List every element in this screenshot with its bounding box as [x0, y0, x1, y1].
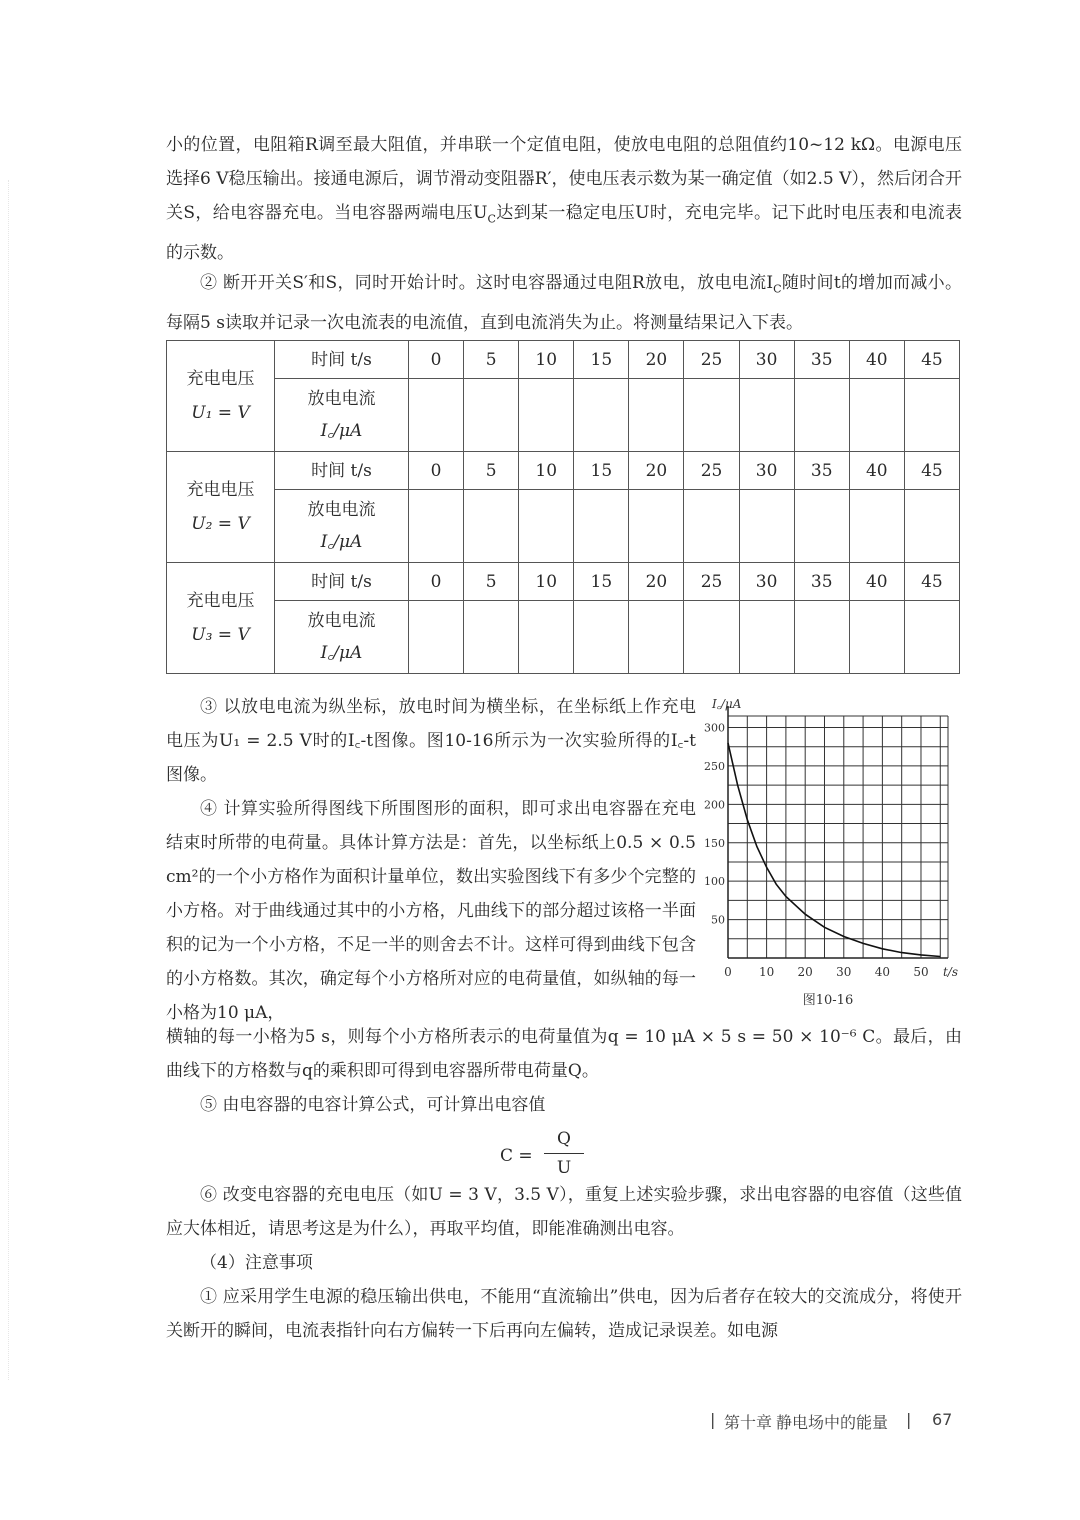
y-tick-label: 50	[711, 913, 725, 927]
time-value-cell: 5	[464, 563, 519, 601]
paragraph-5: ⑤ 由电容器的电容计算公式，可计算出电容值	[200, 1095, 546, 1115]
time-value-cell: 25	[684, 452, 739, 490]
current-value-cell[interactable]	[574, 601, 629, 674]
voltage-label: 充电电压	[186, 480, 255, 500]
voltage-group-cell	[167, 452, 275, 563]
current-value-cell[interactable]	[849, 379, 904, 452]
x-tick-label: 30	[836, 965, 852, 979]
current-value-cell[interactable]	[739, 379, 794, 452]
time-value-cell: 10	[519, 341, 574, 379]
table-row-time	[167, 452, 960, 490]
current-unit: I꜀/μA	[320, 532, 363, 552]
current-value-cell[interactable]	[629, 601, 684, 674]
paragraph-1: 小的位置，电阻箱R调至最大阻值，并串联一个定值电阻，使放电电阻的总阻值约10~12 kΩ。电源电压选择6 V稳压输出。接通电源后，调节滑动变阻器R′，使电压表示数为某一确定值（如2.5 V），然后闭合开关S，给电容器充电。当电容器两端电压$U_C$达到某一稳定电压U时，充电完毕。记下此时电压表和电流表的示数。	[166, 135, 962, 264]
time-value-cell: 5	[464, 341, 519, 379]
measurement-table	[166, 340, 960, 674]
y-tick-label: 150	[704, 836, 725, 850]
time-value-cell: 5	[464, 452, 519, 490]
x-tick-label: 0	[724, 965, 732, 979]
time-value-cell: 0	[409, 341, 464, 379]
time-label-cell: 时间 t/s	[275, 452, 409, 490]
current-value-cell[interactable]	[574, 379, 629, 452]
current-label-cell	[275, 379, 409, 452]
x-axis-label: t/s	[942, 965, 958, 979]
page-footer	[700, 1404, 962, 1438]
footer-chapter: 第十章	[724, 1413, 773, 1432]
current-value-cell[interactable]	[409, 490, 464, 563]
current-value-cell[interactable]	[464, 379, 519, 452]
voltage-variable: U₁ = V	[191, 403, 250, 423]
current-label: 放电电流	[307, 500, 376, 520]
time-value-cell: 25	[684, 563, 739, 601]
voltage-group-cell	[167, 341, 275, 452]
page-number: 67	[932, 1410, 953, 1429]
y-tick-label: 100	[704, 875, 725, 889]
current-value-cell[interactable]	[519, 490, 574, 563]
footer-chapter-title: 静电场中的能量	[776, 1413, 889, 1432]
time-value-cell: 30	[739, 563, 794, 601]
time-value-cell: 30	[739, 341, 794, 379]
current-value-cell[interactable]	[629, 490, 684, 563]
table-row-current	[167, 601, 960, 674]
time-label-cell: 时间 t/s	[275, 341, 409, 379]
x-tick-label: 10	[758, 965, 775, 979]
time-value-cell: 40	[849, 341, 904, 379]
paragraph-2: ② 断开开关S′和S，同时开始计时。这时电容器通过电阻R放电，放电电流$I_C$随时间t的增加而减小。每隔5 s读取并记录一次电流表的电流值，直到电流消失为止。将测量结果记入下表。	[166, 273, 962, 334]
time-value-cell: 0	[409, 452, 464, 490]
current-label-cell	[275, 490, 409, 563]
current-value-cell[interactable]	[849, 601, 904, 674]
x-tick-label: 20	[797, 965, 813, 979]
current-value-cell[interactable]	[794, 490, 849, 563]
paragraph-6: ⑥ 改变电容器的充电电压（如U = 3 V，3.5 V），重复上述实验步骤，求出电容器的电容值（这些值应大体相近，请思考这是为什么），再取平均值，即能准确测出电容。	[166, 1185, 962, 1239]
current-value-cell[interactable]	[849, 490, 904, 563]
time-value-cell: 15	[574, 452, 629, 490]
time-value-cell: 15	[574, 341, 629, 379]
ic-t-chart	[700, 690, 965, 1010]
time-value-cell: 40	[849, 563, 904, 601]
paragraph-8: ① 应采用学生电源的稳压输出供电，不能用“直流输出”供电，因为后者存在较大的交流成分，将使开关断开的瞬间，电流表指针向右方偏转一下后再向左偏转，造成记录误差。如电源	[166, 1287, 962, 1341]
time-value-cell: 30	[739, 452, 794, 490]
voltage-variable: U₂ = V	[191, 514, 250, 534]
time-value-cell: 35	[794, 341, 849, 379]
current-value-cell[interactable]	[904, 379, 959, 452]
table-row-current	[167, 379, 960, 452]
y-tick-label: 250	[704, 759, 725, 773]
time-value-cell: 40	[849, 452, 904, 490]
y-tick-label: 300	[704, 721, 725, 735]
current-unit: I꜀/μA	[320, 421, 363, 441]
binding-margin	[8, 180, 10, 1380]
current-label: 放电电流	[307, 611, 376, 631]
time-value-cell: 0	[409, 563, 464, 601]
time-value-cell: 35	[794, 452, 849, 490]
voltage-label: 充电电压	[186, 369, 255, 389]
current-value-cell[interactable]	[629, 379, 684, 452]
current-value-cell[interactable]	[684, 490, 739, 563]
current-value-cell[interactable]	[464, 490, 519, 563]
voltage-group-cell	[167, 563, 275, 674]
current-value-cell[interactable]	[684, 601, 739, 674]
paragraph-3: ③ 以放电电流为纵坐标，放电时间为横坐标，在坐标纸上作充电电压为U₁ = 2.5 V时的I꜀-t图像。图10-16所示为一次实验所得的I꜀-t图像。	[166, 697, 696, 785]
time-label-cell: 时间 t/s	[275, 563, 409, 601]
time-value-cell: 45	[904, 563, 959, 601]
time-value-cell: 25	[684, 341, 739, 379]
footer-separator-left: |	[710, 1410, 716, 1429]
current-value-cell[interactable]	[464, 601, 519, 674]
time-value-cell: 15	[574, 563, 629, 601]
current-value-cell[interactable]	[684, 379, 739, 452]
figure-caption: 图10-16	[802, 993, 854, 1008]
voltage-variable: U₃ = V	[191, 625, 250, 645]
table-row-time	[167, 563, 960, 601]
formula-lhs: C =	[500, 1146, 533, 1166]
current-value-cell[interactable]	[409, 601, 464, 674]
current-value-cell[interactable]	[519, 379, 574, 452]
current-value-cell[interactable]	[739, 601, 794, 674]
current-label-cell	[275, 601, 409, 674]
section-heading-notes: （4）注意事项	[200, 1253, 313, 1273]
x-tick-label: 40	[874, 965, 891, 979]
paragraph-4-continued: 横轴的每一小格为5 s，则每个小方格所表示的电荷量值为q = 10 μA × 5 s = 50 × 10⁻⁶ C。最后，由曲线下的方格数与q的乘积即可得到电容器所带电荷量Q。	[166, 1027, 962, 1081]
current-value-cell[interactable]	[574, 490, 629, 563]
current-unit: I꜀/μA	[320, 643, 363, 663]
time-value-cell: 35	[794, 563, 849, 601]
current-value-cell[interactable]	[409, 379, 464, 452]
current-label: 放电电流	[307, 389, 376, 409]
formula-numerator: Q	[557, 1129, 571, 1149]
table-row-current	[167, 490, 960, 563]
current-value-cell[interactable]	[904, 601, 959, 674]
time-value-cell: 10	[519, 563, 574, 601]
current-value-cell[interactable]	[904, 490, 959, 563]
time-value-cell: 45	[904, 452, 959, 490]
y-axis-label: I꜀/μA	[712, 697, 742, 711]
time-value-cell: 20	[629, 341, 684, 379]
time-value-cell: 20	[629, 563, 684, 601]
y-tick-label: 200	[704, 798, 725, 812]
current-value-cell[interactable]	[794, 601, 849, 674]
time-value-cell: 45	[904, 341, 959, 379]
discharge-curve	[728, 743, 940, 957]
paragraph-4: ④ 计算实验所得图线下所围图形的面积，即可求出电容器在充电结束时所带的电荷量。具体计算方法是：首先，以坐标纸上0.5 × 0.5 cm²的一个小方格作为面积计量单位，数出实验图线下有多少个完整的小方格。对于曲线通过其中的小方格，凡曲线下的部分超过该格一半面积的记为一个小方格，不足一半的则舍去不计。这样可得到曲线下包含的小方格数。其次，确定每个小方格所对应的电荷量值，如纵轴的每一小格为10 μA，	[166, 799, 696, 1023]
table-row-time	[167, 341, 960, 379]
current-value-cell[interactable]	[739, 490, 794, 563]
voltage-label: 充电电压	[186, 591, 255, 611]
time-value-cell: 10	[519, 452, 574, 490]
current-value-cell[interactable]	[519, 601, 574, 674]
formula-fraction	[544, 1125, 584, 1182]
current-value-cell[interactable]	[794, 379, 849, 452]
capacitance-formula	[500, 1125, 620, 1185]
time-value-cell: 20	[629, 452, 684, 490]
x-tick-label: 50	[913, 965, 929, 979]
formula-denominator: U	[556, 1158, 572, 1178]
footer-separator-right: |	[906, 1410, 912, 1429]
